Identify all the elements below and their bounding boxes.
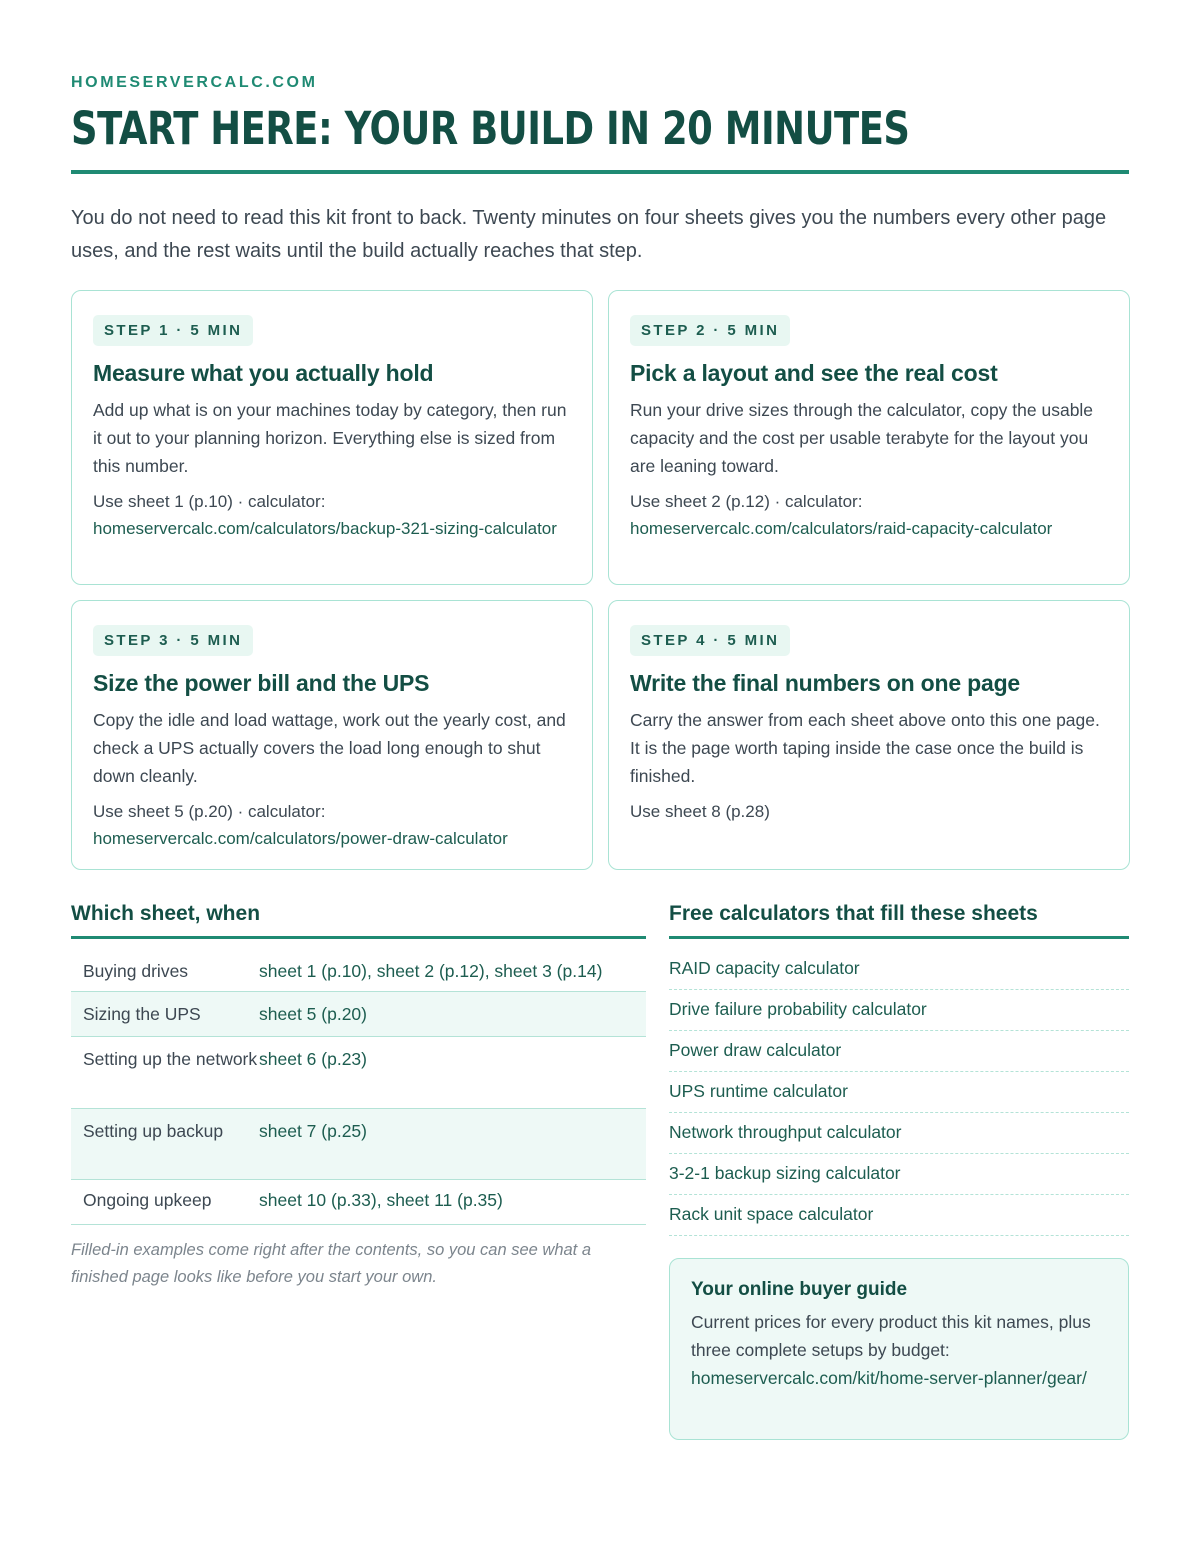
- title-divider: [71, 170, 1129, 174]
- buyer-guide-link[interactable]: homeservercalc.com/kit/home-server-planner/gear/: [691, 1368, 1087, 1388]
- step-sheet-reference: Use sheet 5 (p.20) · calculator:: [93, 802, 326, 821]
- step-badge: STEP 4 · 5 MIN: [630, 625, 790, 656]
- step-title: Size the power bill and the UPS: [93, 670, 430, 696]
- table-row: [71, 1037, 646, 1109]
- calculator-list: [669, 949, 1129, 1236]
- step-card-4: [608, 600, 1130, 870]
- brand-name: HOMESERVERCALC.COM: [71, 74, 318, 91]
- calculator-link-backup-sizing[interactable]: 3-2-1 backup sizing calculator: [669, 1154, 1129, 1195]
- task-label: Setting up the network: [83, 1049, 258, 1069]
- task-label: Ongoing upkeep: [83, 1190, 212, 1210]
- calculator-link-drive-failure[interactable]: Drive failure probability calculator: [669, 990, 1129, 1031]
- sheet-reference: sheet 10 (p.33), sheet 11 (p.35): [259, 1190, 503, 1210]
- step-badge: STEP 2 · 5 MIN: [630, 315, 790, 346]
- sheet-reference: sheet 6 (p.23): [259, 1049, 367, 1069]
- step-title: Measure what you actually hold: [93, 360, 434, 386]
- task-label: Buying drives: [83, 961, 189, 981]
- step-sheet-reference: Use sheet 2 (p.12) · calculator:: [630, 492, 863, 511]
- task-label: Setting up backup: [83, 1121, 224, 1141]
- which-sheet-table: [71, 939, 646, 1225]
- examples-note: Filled-in examples come right after the contents, so you can see what a finished page looks like before you start your own.: [71, 1241, 592, 1286]
- table-row: [71, 1109, 646, 1180]
- buyer-guide-box: [669, 1258, 1129, 1440]
- calculators-heading: Free calculators that fill these sheets: [669, 902, 1038, 925]
- step-card-1: [71, 290, 593, 585]
- sheet-reference: sheet 1 (p.10), sheet 2 (p.12), sheet 3 (p.14): [259, 961, 603, 981]
- calculator-link-ups-runtime[interactable]: UPS runtime calculator: [669, 1072, 1129, 1113]
- calculator-link-rack-unit[interactable]: Rack unit space calculator: [669, 1195, 1129, 1236]
- calculator-link-power-draw[interactable]: Power draw calculator: [669, 1031, 1129, 1072]
- step-calculator-link[interactable]: homeservercalc.com/calculators/backup-321-sizing-calculator: [93, 519, 557, 538]
- step-calculator-link[interactable]: homeservercalc.com/calculators/raid-capacity-calculator: [630, 519, 1053, 538]
- calculator-link-raid-capacity[interactable]: RAID capacity calculator: [669, 949, 1129, 990]
- step-card-3: [71, 600, 593, 870]
- step-description: Run your drive sizes through the calculator, copy the usable capacity and the cost per usable terabyte for the layout you are leaning toward.: [630, 400, 1094, 476]
- step-description: Carry the answer from each sheet above onto this one page. It is the page worth taping inside the case once the build is finished.: [630, 710, 1100, 786]
- table-row: [71, 1180, 646, 1225]
- step-title: Write the final numbers on one page: [630, 670, 1021, 696]
- step-card-2: [608, 290, 1130, 585]
- task-label: Sizing the UPS: [83, 1004, 201, 1024]
- calculator-link-network-throughput[interactable]: Network throughput calculator: [669, 1113, 1129, 1154]
- step-description: Add up what is on your machines today by category, then run it out to your planning horizon. Everything else is sized from this number.: [93, 400, 567, 476]
- which-sheet-heading: Which sheet, when: [71, 902, 261, 925]
- page-title: START HERE: YOUR BUILD IN 20 MINUTES: [71, 102, 910, 155]
- intro-paragraph: You do not need to read this kit front to back. Twenty minutes on four sheets gives you the numbers every other page uses, and the rest waits until the build actually reaches that step.: [71, 207, 1107, 262]
- sheet-reference: sheet 7 (p.25): [259, 1121, 367, 1141]
- step-title: Pick a layout and see the real cost: [630, 360, 998, 386]
- step-sheet-reference: Use sheet 1 (p.10) · calculator:: [93, 492, 326, 511]
- step-sheet-reference: Use sheet 8 (p.28): [630, 802, 770, 821]
- table-row: [71, 992, 646, 1037]
- calculators-divider: [669, 936, 1129, 939]
- step-badge: STEP 1 · 5 MIN: [93, 315, 253, 346]
- buyer-guide-description: Current prices for every product this kit names, plus three complete setups by budget:: [691, 1312, 1091, 1360]
- sheet-reference: sheet 5 (p.20): [259, 1004, 367, 1024]
- step-description: Copy the idle and load wattage, work out the yearly cost, and check a UPS actually covers the load long enough to shut down cleanly.: [93, 710, 566, 786]
- buyer-guide-title: Your online buyer guide: [691, 1279, 908, 1300]
- table-row: [71, 939, 646, 992]
- step-badge: STEP 3 · 5 MIN: [93, 625, 253, 656]
- step-calculator-link[interactable]: homeservercalc.com/calculators/power-draw-calculator: [93, 829, 508, 848]
